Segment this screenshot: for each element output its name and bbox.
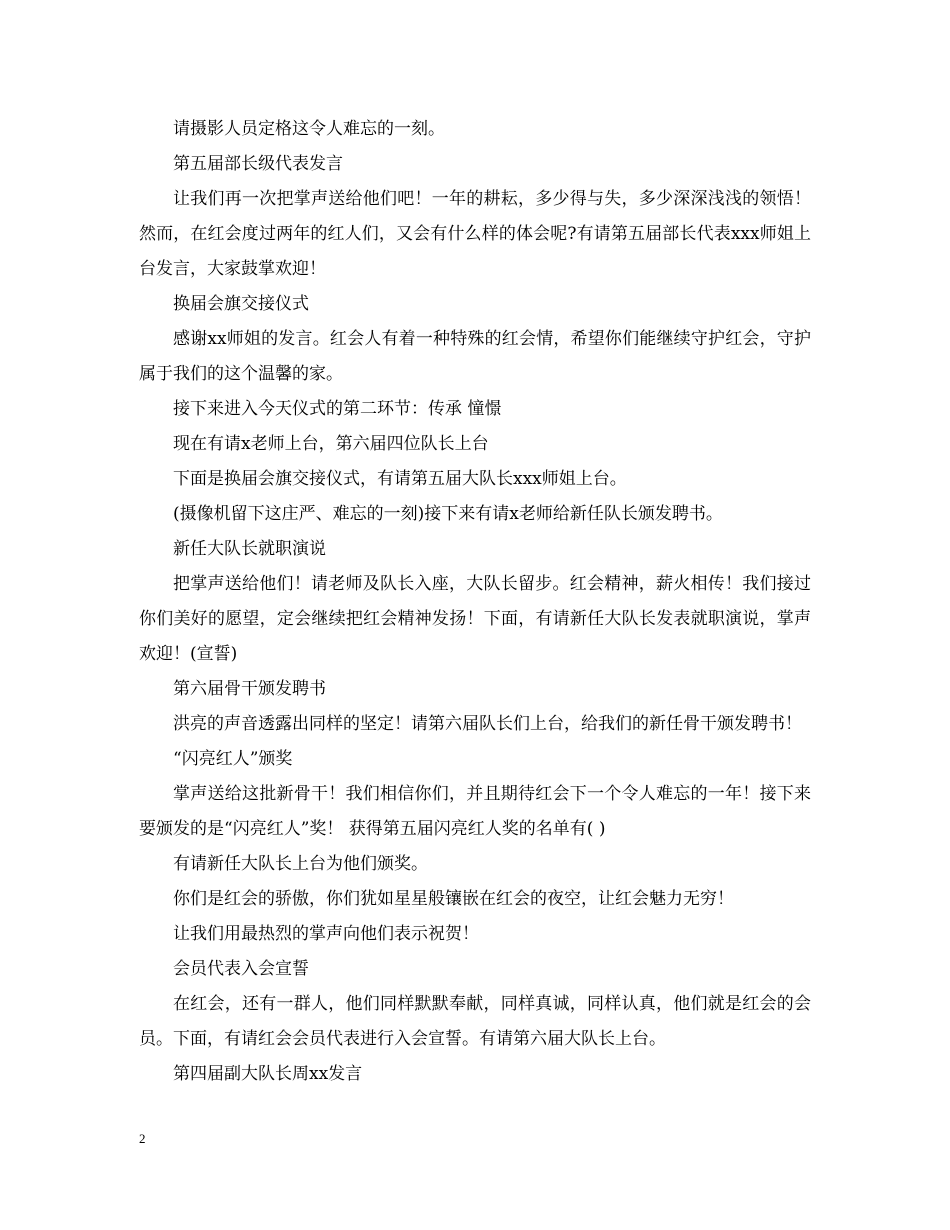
paragraph: 掌声送给这批新骨干！我们相信你们，并且期待红会下一个令人难忘的一年！接下来要颁发的是“闪亮红人”奖！ 获得第五届闪亮红人奖的名单有( ) (139, 784, 811, 839)
page-number: 2 (139, 1131, 146, 1146)
section-heading: 会员代表入会宣誓 (173, 959, 309, 979)
paragraph: 把掌声送给他们！请老师及队长入座，大队长留步。红会精神，薪火相传！我们接过你们美好的愿望，定会继续把红会精神发扬！下面，有请新任大队长发表就职演说，掌声欢迎！(宣誓) (139, 574, 811, 664)
section-heading: 第五届部长级代表发言 (173, 154, 343, 174)
paragraph: 感谢xx师姐的发言。红会人有着一种特殊的红会情，希望你们能继续守护红会，守护属于我们的这个温馨的家。 (139, 329, 811, 384)
section-heading: 第四届副大队长周xx发言 (173, 1064, 363, 1084)
paragraph: 请摄影人员定格这令人难忘的一刻。 (173, 119, 445, 139)
paragraph: 让我们再一次把掌声送给他们吧！一年的耕耘，多少得与失，多少深深浅浅的领悟！然而，在红会度过两年的红人们，又会有什么样的体会呢?有请第五届部长代表xxx师姐上台发言，大家鼓掌欢迎！ (139, 189, 811, 279)
section-heading: 第六届骨干颁发聘书 (173, 679, 326, 699)
paragraph: 接下来进入今天仪式的第二环节：传承 憧憬 (173, 399, 502, 419)
document-body (139, 112, 811, 1092)
paragraph: 有请新任大队长上台为他们颁奖。 (173, 854, 428, 874)
paragraph: 让我们用最热烈的掌声向他们表示祝贺！ (173, 924, 479, 944)
section-heading: 新任大队长就职演说 (173, 539, 326, 559)
paragraph: 下面是换届会旗交接仪式，有请第五届大队长xxx师姐上台。 (173, 469, 627, 489)
section-heading: “闪亮红人”颁奖 (173, 749, 293, 769)
paragraph: (摄像机留下这庄严、难忘的一刻)接下来有请x老师给新任队长颁发聘书。 (173, 504, 723, 524)
paragraph: 在红会，还有一群人，他们同样默默奉献，同样真诚，同样认真，他们就是红会的会员。下面，有请红会会员代表进行入会宣誓。有请第六届大队长上台。 (139, 994, 811, 1049)
section-heading: 换届会旗交接仪式 (173, 294, 309, 314)
paragraph: 洪亮的声音透露出同样的坚定！请第六届队长们上台，给我们的新任骨干颁发聘书！ (173, 714, 802, 734)
paragraph: 现在有请x老师上台，第六届四位队长上台 (173, 434, 489, 454)
paragraph: 你们是红会的骄傲，你们犹如星星般镶嵌在红会的夜空，让红会魅力无穷！ (173, 889, 734, 909)
